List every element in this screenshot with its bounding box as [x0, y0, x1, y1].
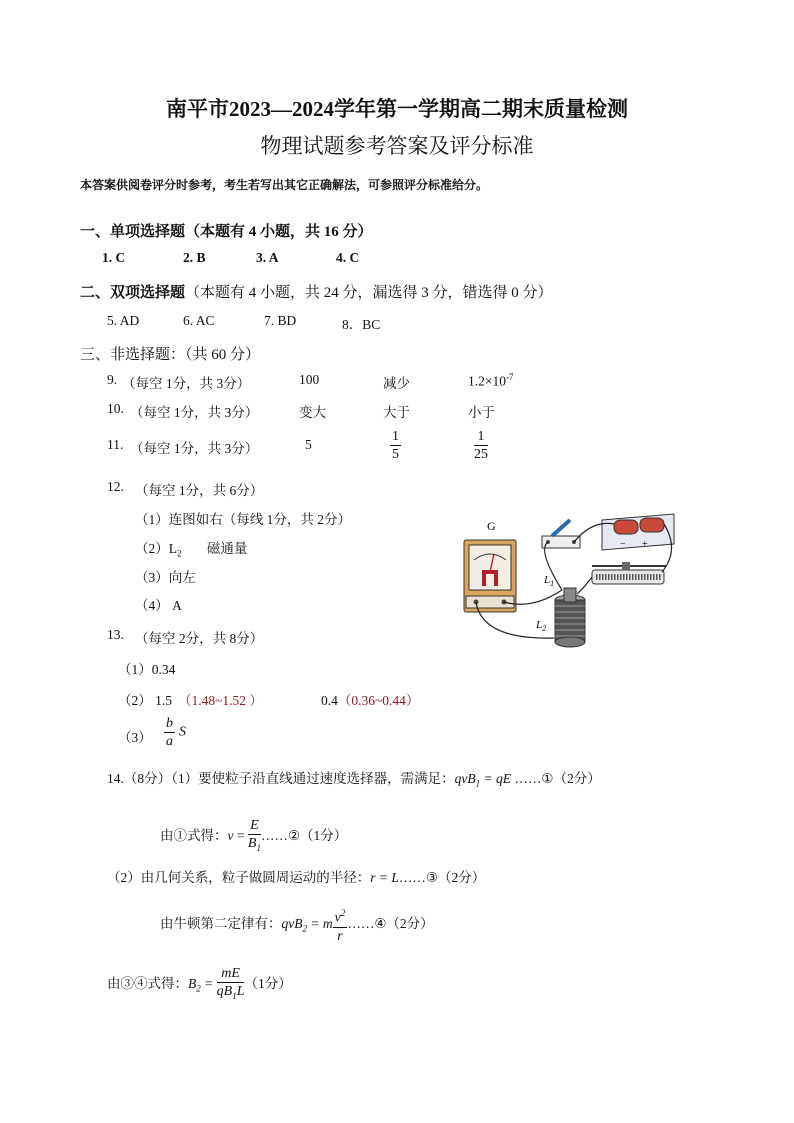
- q11-label: 11.: [107, 437, 124, 452]
- q9-label: 9.: [107, 372, 118, 387]
- q13-part-1: （1）0.34: [118, 662, 176, 677]
- answer-4: 4. C: [336, 250, 360, 265]
- galvanometer-label: G: [487, 519, 496, 533]
- q9-answer-2: 减少: [383, 376, 410, 391]
- q13-score: （每空 2分，共 8分）: [135, 631, 264, 646]
- title-line-2: 物理试题参考答案及评分标准: [260, 134, 534, 158]
- coil-icon: [555, 588, 585, 647]
- q13-label: 13.: [107, 627, 124, 642]
- rheostat-icon: [592, 562, 666, 584]
- q14-line-5: 由③④式得：$B_2$ = $\frac{mE}{qB_1L}$ （1分）: [107, 966, 292, 1001]
- q12-part-2: $(2)L_2$ 磁通量: [135, 541, 248, 559]
- q11-fraction-2: $\frac{1}{25}$: [474, 429, 488, 462]
- q10-score: （每空 1分，共 3分）: [130, 405, 259, 420]
- q12-part-3: （3）向左: [135, 570, 196, 585]
- q11-answer-1: 5: [305, 437, 312, 452]
- switch-icon: [542, 520, 580, 548]
- q13-part-3-label: （3）: [118, 730, 152, 745]
- coil-l1-label: $L_1$: [544, 574, 555, 588]
- circuit-diagram: [462, 510, 682, 655]
- coil-l2-label: $L_2$: [536, 619, 547, 633]
- q10-label: 10.: [107, 401, 124, 416]
- q12-score: （每空 1分，共 6分）: [135, 483, 264, 498]
- q12-part-1: （1）连图如右（每线 1分，共 2分）: [135, 512, 351, 527]
- section3-heading: 三、非选择题：（共 60 分）: [80, 347, 261, 363]
- q13-part-2b: 0.4（0.36~0.44）: [321, 693, 420, 708]
- q13-part-2: （2） 1.5 （1.48~1.52 ）: [118, 693, 263, 708]
- battery-plus: +: [642, 539, 648, 550]
- q14-line-4: 由牛顿第二定律有：qvB$_2$ = m $\frac{v^2}{r}$ ……④（2分）: [160, 905, 434, 945]
- galvanometer-icon: [464, 540, 516, 612]
- title-line-1: 南平市2023—2024学年第一学期高二期末质量检测: [166, 97, 628, 121]
- answer-3: 3. A: [256, 250, 279, 265]
- section1-heading: 一、单项选择题（本题有 4 小题，共 16 分）: [80, 224, 373, 240]
- q10-answer-2: 大于: [383, 405, 410, 420]
- q11-score: （每空 1分，共 3分）: [130, 441, 259, 456]
- q9-score: （每空 1分，共 3分）: [122, 376, 251, 391]
- q13-part-3-formula: $\frac{b}{a}$ S: [166, 716, 186, 749]
- q9-answer-1: 100: [299, 372, 320, 387]
- q14-line-2: 由①式得：v = $\frac{E}{B_1}$ ……②（1分）: [160, 818, 348, 853]
- section2-heading: 二、双项选择题（本题有 4 小题，共 24 分，漏选得 3 分，错选得 0 分）: [80, 285, 553, 301]
- q12-label: 12.: [107, 479, 124, 494]
- q10-answer-1: 变大: [299, 405, 326, 420]
- q11-fraction-1: $\frac{1}{5}$: [392, 429, 399, 462]
- answer-7: 7. BD: [264, 313, 297, 328]
- battery-minus: −: [620, 539, 626, 550]
- answer-8: 8．BC: [342, 317, 381, 332]
- q12-part-4: （4） A: [135, 598, 182, 613]
- q10-answer-3: 小于: [468, 405, 495, 420]
- q9-answer-3: $1.2\times 10^{-7}$: [468, 372, 514, 389]
- q14-line-3: （2）由几何关系，粒子做圆周运动的半径：r = L……③（2分）: [107, 870, 486, 885]
- answer-2: 2. B: [183, 250, 206, 265]
- answer-5: 5. AD: [107, 313, 140, 328]
- battery-icon: [602, 514, 674, 550]
- answer-6: 6. AC: [183, 313, 215, 328]
- answer-1: 1. C: [102, 250, 126, 265]
- q14-line-1: 14.（8分）（1）要使粒子沿直线通过速度选择器，需满足：qvB$_1$ = qE ……①（2分）: [107, 771, 601, 789]
- scoring-note: 本答案供阅卷评分时参考，考生若写出其它正确解法，可参照评分标准给分。: [80, 178, 489, 192]
